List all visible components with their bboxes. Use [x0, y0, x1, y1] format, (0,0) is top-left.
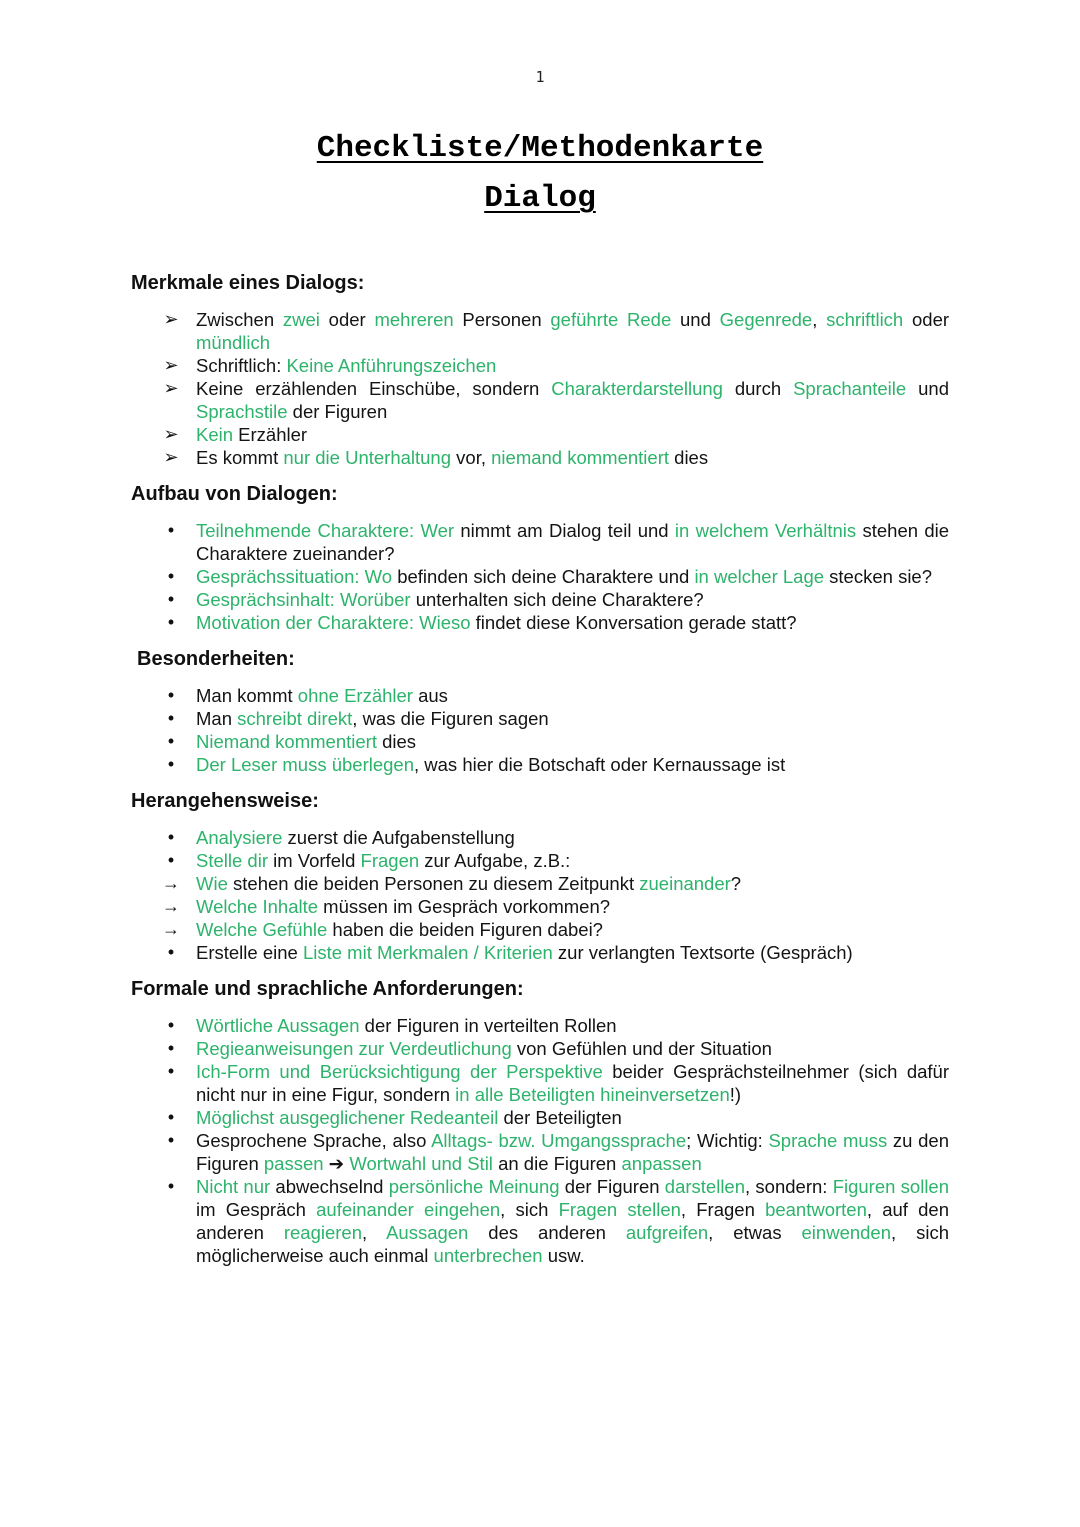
body-text: Personen	[453, 309, 551, 330]
highlighted-text: Möglichst ausgeglichener Redeanteil	[196, 1107, 499, 1128]
body-text: , sich möglicherweise auch einmal	[196, 1222, 949, 1266]
arrow-bullet-icon: →	[162, 919, 180, 939]
highlighted-text: aufgreifen	[625, 1222, 709, 1243]
highlighted-text: Gesprächssituation: Wo	[196, 566, 393, 587]
highlighted-text: Der Leser muss überlegen	[196, 754, 414, 775]
item-list	[131, 1014, 949, 1267]
bullet-icon: •	[167, 754, 175, 774]
list-item	[131, 1175, 949, 1267]
body-text: durch	[722, 378, 794, 399]
body-text: ?	[730, 873, 742, 894]
bullet-icon: •	[167, 1015, 175, 1035]
body-text: an die Figuren	[492, 1153, 622, 1174]
highlighted-text: Analysiere	[196, 827, 283, 848]
highlighted-text: Motivation der Charaktere: Wieso	[196, 612, 471, 633]
body-text: stecken sie?	[824, 566, 933, 587]
bullet-icon: •	[167, 1130, 175, 1150]
body-text: im Vorfeld	[267, 850, 361, 871]
list-item	[131, 611, 949, 634]
body-text: Zwischen	[196, 309, 283, 330]
highlighted-text: ohne Erzähler	[297, 685, 413, 706]
highlighted-text: Wörtliche Aussagen	[196, 1015, 360, 1036]
body-text: zuerst die Aufgabenstellung	[282, 827, 515, 848]
body-text: aus	[412, 685, 448, 706]
body-text: ➔	[323, 1153, 350, 1174]
body-text: , sondern:	[745, 1176, 833, 1197]
body-text: beider Gesprächsteilnehmer (sich dafür nicht nur in eine Figur, sondern	[196, 1061, 949, 1105]
bullet-icon: •	[167, 850, 175, 870]
list-item	[131, 1060, 949, 1106]
highlighted-text: Gegenrede	[719, 309, 813, 330]
list-item	[131, 446, 949, 469]
bullet-icon: •	[167, 566, 175, 586]
highlighted-text: unterbrechen	[433, 1245, 543, 1266]
body-text: unterhalten sich deine Charaktere?	[410, 589, 704, 610]
highlighted-text: Gesprächsinhalt: Worüber	[196, 589, 411, 610]
body-text: abwechselnd	[270, 1176, 389, 1197]
highlighted-text: Sprache muss	[768, 1130, 888, 1151]
highlighted-text: Charakterdarstellung	[551, 378, 723, 399]
section-heading: Aufbau von Dialogen:	[131, 483, 338, 505]
highlighted-text: Teilnehmende Charaktere: Wer	[196, 520, 455, 541]
highlighted-text: in alle Beteiligten hineinversetzen	[455, 1084, 730, 1105]
body-text: findet diese Konversation gerade statt?	[470, 612, 797, 633]
list-item	[131, 519, 949, 565]
body-text: und	[906, 378, 949, 399]
highlighted-text: Wortwahl und Stil	[349, 1153, 493, 1174]
highlighted-text: Alltags- bzw. Umgangssprache	[431, 1130, 687, 1151]
body-text: , Fragen	[680, 1199, 766, 1220]
body-text: oder	[903, 309, 950, 330]
list-item	[131, 1106, 949, 1129]
highlighted-text: persönliche Meinung	[388, 1176, 560, 1197]
arrowhead-bullet-icon: ➢	[163, 447, 179, 467]
bullet-icon: •	[167, 1176, 175, 1196]
highlighted-text: mündlich	[196, 332, 271, 353]
list-item	[131, 872, 949, 895]
list-item	[131, 826, 949, 849]
highlighted-text: Fragen	[360, 850, 420, 871]
list-item	[131, 730, 949, 753]
highlighted-text: Aussagen	[386, 1222, 469, 1243]
highlighted-text: mehreren	[374, 309, 454, 330]
body-text: der Figuren	[559, 1176, 665, 1197]
arrowhead-bullet-icon: ➢	[163, 309, 179, 329]
list-item	[131, 1037, 949, 1060]
title-line-1: Checkliste/Methodenkarte	[316, 131, 764, 166]
highlighted-text: einwenden	[801, 1222, 892, 1243]
highlighted-text: aufeinander eingehen	[316, 1199, 501, 1220]
section	[131, 479, 949, 634]
body-text: im Gespräch	[196, 1199, 317, 1220]
section-heading: Herangehensweise:	[131, 790, 319, 812]
body-text: ,	[362, 1222, 387, 1243]
list-item	[131, 707, 949, 730]
section	[131, 644, 949, 776]
highlighted-text: in welchem Verhältnis	[674, 520, 857, 541]
body-text: ; Wichtig:	[686, 1130, 769, 1151]
bullet-icon: •	[167, 685, 175, 705]
body-text: stehen die Charaktere zueinander?	[196, 520, 950, 564]
list-item	[131, 941, 949, 964]
body-text: der Beteiligten	[498, 1107, 622, 1128]
highlighted-text: Figuren sollen	[832, 1176, 950, 1197]
highlighted-text: Welche Inhalte	[196, 896, 319, 917]
highlighted-text: passen	[263, 1153, 324, 1174]
list-item	[131, 849, 949, 872]
section-heading: Besonderheiten:	[137, 648, 295, 670]
body-text: und	[671, 309, 720, 330]
body-text: müssen im Gespräch vorkommen?	[318, 896, 611, 917]
body-text: der Figuren in verteilten Rollen	[359, 1015, 617, 1036]
list-item	[131, 1014, 949, 1037]
highlighted-text: anpassen	[621, 1153, 702, 1174]
highlighted-text: Ich-Form und Berücksichtigung der Perspektive	[196, 1061, 603, 1082]
arrowhead-bullet-icon: ➢	[163, 378, 179, 398]
bullet-icon: •	[167, 1038, 175, 1058]
arrowhead-bullet-icon: ➢	[163, 424, 179, 444]
body-text: Gesprochene Sprache, also	[196, 1130, 432, 1151]
item-list	[131, 684, 949, 776]
highlighted-text: Regieanweisungen zur Verdeutlichung	[196, 1038, 512, 1059]
section	[131, 974, 949, 1267]
highlighted-text: reagieren	[283, 1222, 362, 1243]
list-item	[131, 565, 949, 588]
highlighted-text: nur die Unterhaltung	[283, 447, 452, 468]
body-text: nimmt am Dialog teil und	[454, 520, 675, 541]
page-number: 1	[535, 68, 545, 86]
highlighted-text: schreibt direkt	[237, 708, 353, 729]
bullet-icon: •	[167, 1061, 175, 1081]
list-item	[131, 308, 949, 354]
list-item	[131, 377, 949, 423]
body-text: usw.	[542, 1245, 585, 1266]
list-item	[131, 684, 949, 707]
highlighted-text: geführte Rede	[550, 309, 672, 330]
highlighted-text: darstellen	[664, 1176, 746, 1197]
highlighted-text: Keine Anführungszeichen	[286, 355, 497, 376]
list-item	[131, 354, 949, 377]
body-text: , etwas	[708, 1222, 802, 1243]
bullet-icon: •	[167, 708, 175, 728]
body-text: Erstelle eine	[196, 942, 303, 963]
highlighted-text: Sprachstile	[196, 401, 288, 422]
highlighted-text: niemand kommentiert	[491, 447, 670, 468]
list-item	[131, 753, 949, 776]
section	[131, 268, 949, 469]
highlighted-text: Kein	[196, 424, 234, 445]
document-title	[0, 124, 1080, 224]
list-item	[131, 895, 949, 918]
body-text: Man	[196, 708, 238, 729]
body-text: dies	[376, 731, 417, 752]
body-text: Erzähler	[233, 424, 308, 445]
bullet-icon: •	[167, 520, 175, 540]
document-body	[131, 268, 949, 1277]
body-text: des anderen	[468, 1222, 626, 1243]
bullet-icon: •	[167, 827, 175, 847]
bullet-icon: •	[167, 1107, 175, 1127]
highlighted-text: Fragen stellen	[558, 1199, 681, 1220]
body-text: zu den Figuren	[196, 1130, 949, 1174]
item-list	[131, 308, 949, 469]
body-text: Keine erzählenden Einschübe, sondern	[196, 378, 552, 399]
bullet-icon: •	[167, 942, 175, 962]
list-item	[131, 423, 949, 446]
body-text: dies	[669, 447, 709, 468]
body-text: oder	[319, 309, 375, 330]
highlighted-text: Liste mit Merkmalen / Kriterien	[302, 942, 553, 963]
body-text: der Figuren	[287, 401, 388, 422]
highlighted-text: Sprachanteile	[793, 378, 907, 399]
title-line-2: Dialog	[484, 181, 596, 216]
item-list	[131, 826, 949, 964]
body-text: , was hier die Botschaft oder Kernaussage ist	[414, 754, 786, 775]
highlighted-text: Nicht nur	[196, 1176, 271, 1197]
arrow-bullet-icon: →	[162, 896, 180, 916]
body-text: befinden sich deine Charaktere und	[392, 566, 695, 587]
highlighted-text: Niemand kommentiert	[196, 731, 377, 752]
highlighted-text: Wie	[196, 873, 228, 894]
list-item	[131, 588, 949, 611]
highlighted-text: schriftlich	[826, 309, 904, 330]
highlighted-text: in welcher Lage	[694, 566, 825, 587]
highlighted-text: zwei	[282, 309, 320, 330]
section-heading: Merkmale eines Dialogs:	[131, 272, 365, 294]
highlighted-text: zueinander	[639, 873, 731, 894]
body-text: , auf den anderen	[196, 1199, 950, 1243]
bullet-icon: •	[167, 612, 175, 632]
body-text: , was die Figuren sagen	[352, 708, 549, 729]
body-text: ,	[812, 309, 827, 330]
highlighted-text: Stelle dir	[196, 850, 268, 871]
item-list	[131, 519, 949, 634]
body-text: Man kommt	[196, 685, 298, 706]
body-text: zur verlangten Textsorte (Gespräch)	[552, 942, 853, 963]
body-text: Es kommt	[196, 447, 284, 468]
section-heading: Formale und sprachliche Anforderungen:	[131, 978, 524, 1000]
body-text: , sich	[500, 1199, 559, 1220]
highlighted-text: beantworten	[765, 1199, 867, 1220]
body-text: haben die beiden Figuren dabei?	[327, 919, 603, 940]
body-text: Schriftlich:	[196, 355, 287, 376]
body-text: !)	[729, 1084, 742, 1105]
bullet-icon: •	[167, 731, 175, 751]
body-text: vor,	[451, 447, 492, 468]
list-item	[131, 918, 949, 941]
arrow-bullet-icon: →	[162, 873, 180, 893]
body-text: von Gefühlen und der Situation	[511, 1038, 772, 1059]
arrowhead-bullet-icon: ➢	[163, 355, 179, 375]
list-item	[131, 1129, 949, 1175]
body-text: zur Aufgabe, z.B.:	[419, 850, 571, 871]
bullet-icon: •	[167, 589, 175, 609]
body-text: stehen die beiden Personen zu diesem Zeitpunkt	[227, 873, 640, 894]
highlighted-text: Welche Gefühle	[196, 919, 328, 940]
section	[131, 786, 949, 964]
